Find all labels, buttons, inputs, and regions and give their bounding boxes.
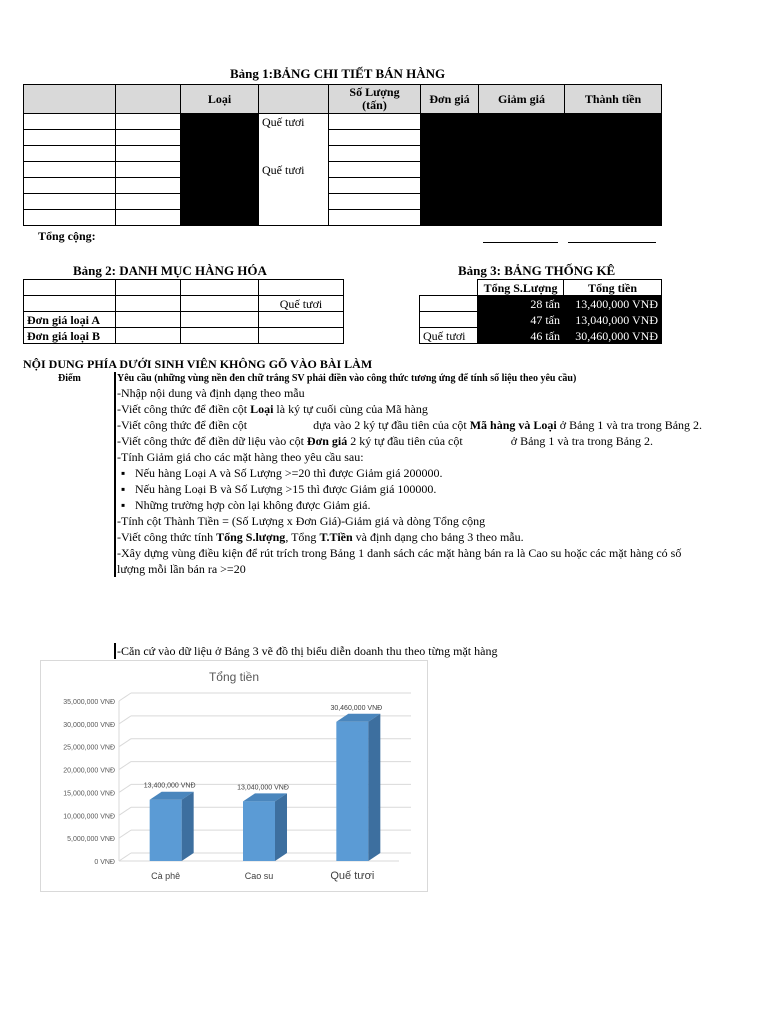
- total-line: [483, 242, 558, 243]
- cell[interactable]: [329, 114, 421, 130]
- table2-title: Bảng 2: DANH MỤC HÀNG HÓA: [73, 263, 267, 278]
- formula-cell[interactable]: [479, 210, 565, 226]
- formula-cell[interactable]: [479, 130, 565, 146]
- item-name-cell[interactable]: Quế tươi: [420, 328, 478, 344]
- cell[interactable]: [259, 130, 329, 146]
- cell[interactable]: [259, 280, 344, 296]
- cell[interactable]: [329, 146, 421, 162]
- formula-cell[interactable]: [181, 130, 259, 146]
- header-total-qty: Tổng S.Lượng: [478, 280, 564, 296]
- cell[interactable]: [24, 130, 116, 146]
- formula-cell[interactable]: [565, 210, 662, 226]
- cell[interactable]: [181, 296, 259, 312]
- cell[interactable]: [116, 296, 181, 312]
- formula-cell[interactable]: [181, 210, 259, 226]
- y-tick-label: 35,000,000 VNĐ: [63, 699, 115, 706]
- cell[interactable]: Quế tươi: [259, 296, 344, 312]
- amount-cell[interactable]: 13,400,000 VNĐ: [564, 296, 662, 312]
- table-row: [24, 328, 344, 344]
- data-label: 13,040,000 VNĐ: [237, 784, 289, 792]
- grid-depth-line: [119, 716, 131, 724]
- cell[interactable]: [329, 194, 421, 210]
- table-row: [24, 312, 344, 328]
- grid-depth-line: [119, 807, 131, 815]
- requirement-item: -Viết công thức tính Tổng S.lượng, Tổng T.Tiền và định dạng cho bảng 3 theo mẫu.: [117, 530, 524, 544]
- formula-cell[interactable]: [565, 194, 662, 210]
- requirements-heading: Yêu cầu (những vùng nền đen chữ trắng SV phải điền vào công thức tương ứng để tính số liệu theo yêu cầu): [117, 373, 577, 384]
- bar-side: [275, 793, 287, 861]
- cell[interactable]: [259, 146, 329, 162]
- category-label: Quế tươi: [330, 870, 375, 882]
- y-tick-label: 30,000,000 VNĐ: [63, 721, 115, 729]
- table-row: [420, 280, 662, 296]
- cell[interactable]: [24, 178, 116, 194]
- table1-header-cell: [24, 85, 116, 114]
- points-column-label: Điểm: [58, 373, 81, 384]
- formula-cell[interactable]: [479, 146, 565, 162]
- cell[interactable]: [329, 178, 421, 194]
- formula-cell[interactable]: [181, 178, 259, 194]
- header-total-amount: Tổng tiền: [564, 280, 662, 296]
- item-name-cell[interactable]: [420, 296, 478, 312]
- data-label: 30,460,000 VNĐ: [330, 704, 383, 712]
- cell[interactable]: [24, 162, 116, 178]
- grid-depth-line: [119, 830, 131, 838]
- formula-cell[interactable]: [181, 114, 259, 130]
- table-row: [24, 210, 662, 226]
- grid-depth-line: [119, 762, 131, 770]
- table-row: [420, 328, 662, 344]
- notice-heading: NỘI DUNG PHÍA DƯỚI SINH VIÊN KHÔNG GÕ VÀO BÀI LÀM: [23, 357, 373, 371]
- table-row: [24, 130, 662, 146]
- bar: [243, 801, 275, 861]
- cell[interactable]: [259, 210, 329, 226]
- table-row: [420, 312, 662, 328]
- requirement-item: -Nhập nội dung và định dạng theo mẫu: [117, 386, 305, 400]
- formula-cell[interactable]: [565, 178, 662, 194]
- chart-canvas: [41, 661, 427, 891]
- cell[interactable]: [116, 194, 181, 210]
- formula-cell[interactable]: [421, 130, 479, 146]
- table1-header-loai: Loại: [181, 85, 259, 114]
- cell[interactable]: [116, 210, 181, 226]
- formula-cell[interactable]: [421, 178, 479, 194]
- y-tick-label: 5,000,000 VNĐ: [67, 836, 115, 844]
- table-row: [24, 280, 344, 296]
- table1-header-don-gia: Đơn giá: [421, 85, 479, 114]
- formula-cell[interactable]: [421, 162, 479, 178]
- item-name-cell[interactable]: Quế tươi: [259, 162, 329, 178]
- grid-depth-line: [119, 853, 131, 861]
- formula-cell[interactable]: [479, 194, 565, 210]
- table1-header-thanh-tien: Thành tiền: [565, 85, 662, 114]
- cell[interactable]: [116, 312, 181, 328]
- formula-cell[interactable]: [181, 194, 259, 210]
- category-label: Cao su: [244, 871, 274, 881]
- qty-cell[interactable]: 47 tấn: [478, 312, 564, 328]
- formula-cell[interactable]: [421, 114, 479, 130]
- table-row: [24, 162, 662, 178]
- formula-cell[interactable]: [421, 146, 479, 162]
- table1-header-row: [24, 85, 662, 114]
- list-item: ▪ Nếu hàng Loại A và Số Lượng >=20 thì được Giảm giá 200000.: [117, 465, 757, 481]
- row-label: [24, 280, 116, 296]
- cell[interactable]: [329, 130, 421, 146]
- table-row: [420, 296, 662, 312]
- requirement-item: -Viết công thức để điền dữ liệu vào cột Đơn giá 2 ký tự đầu tiên của cột ở Bảng 1 và tra trong Bảng 2.: [117, 434, 654, 448]
- cell[interactable]: [116, 162, 181, 178]
- table-row: [24, 178, 662, 194]
- cell[interactable]: [116, 280, 181, 296]
- row-label: Đơn giá loại A: [24, 312, 116, 328]
- requirement-item: lượng mỗi lần bán ra >=20: [117, 562, 246, 576]
- grid-depth-line: [119, 739, 131, 747]
- statistics-table: [419, 279, 662, 344]
- formula-cell[interactable]: [181, 146, 259, 162]
- cell[interactable]: [116, 130, 181, 146]
- cell[interactable]: [116, 328, 181, 344]
- bar-side: [368, 714, 380, 861]
- bar: [150, 800, 182, 861]
- row-label: Đơn giá loại B: [24, 328, 116, 344]
- chart-title: Tổng tiền: [208, 670, 260, 684]
- formula-cell[interactable]: [181, 162, 259, 178]
- revenue-chart: [40, 660, 428, 892]
- amount-cell[interactable]: 13,040,000 VNĐ: [564, 312, 662, 328]
- amount-cell[interactable]: 30,460,000 VNĐ: [564, 328, 662, 344]
- y-tick-label: 10,000,000 VNĐ: [63, 813, 115, 821]
- requirement-item: -Tính Giảm giá cho các mặt hàng theo yêu cầu sau:: [117, 450, 364, 464]
- formula-cell[interactable]: [479, 114, 565, 130]
- requirement-item: -Tính cột Thành Tiền = (Số Lượng x Đơn Giá)-Giảm giá và dòng Tổng cộng: [117, 514, 486, 528]
- total-line: [568, 242, 656, 243]
- cell[interactable]: [116, 146, 181, 162]
- list-item: ▪ Nếu hàng Loại B và Số Lượng >15 thì được Giảm giá 100000.: [117, 481, 757, 497]
- item-name-cell[interactable]: [420, 312, 478, 328]
- data-label: 13,400,000 VNĐ: [143, 782, 196, 790]
- requirement-item: -Viết công thức để điền cột dựa vào 2 ký tự đầu tiên của cột Mã hàng và Loại ở Bảng 1 và tra trong Bảng 2.: [117, 418, 703, 432]
- total-label: Tổng cộng:: [38, 229, 96, 243]
- cell[interactable]: [329, 210, 421, 226]
- formula-cell[interactable]: [479, 178, 565, 194]
- cell[interactable]: [181, 280, 259, 296]
- cell[interactable]: [259, 194, 329, 210]
- cell[interactable]: [24, 210, 116, 226]
- cell[interactable]: [24, 194, 116, 210]
- table1-header-giam-gia: Giảm giá: [479, 85, 565, 114]
- formula-cell[interactable]: [565, 146, 662, 162]
- formula-cell[interactable]: [421, 194, 479, 210]
- formula-cell[interactable]: [565, 114, 662, 130]
- y-tick-label: 0 VNĐ: [94, 859, 115, 866]
- cell[interactable]: [116, 114, 181, 130]
- cell[interactable]: [259, 328, 344, 344]
- grid-depth-line: [119, 784, 131, 792]
- cell: [420, 280, 478, 296]
- list-item: ▪ Những trường hợp còn lại không được Giảm giá.: [117, 497, 757, 513]
- formula-cell[interactable]: [421, 210, 479, 226]
- table1-header-cell: [116, 85, 181, 114]
- y-tick-label: 20,000,000 VNĐ: [63, 767, 115, 775]
- table-row: [24, 146, 662, 162]
- table-row: [24, 114, 662, 130]
- qty-cell[interactable]: 46 tấn: [478, 328, 564, 344]
- cell[interactable]: [24, 146, 116, 162]
- requirements-list: [117, 372, 757, 577]
- sales-detail-table: [23, 84, 662, 226]
- category-label: Cà phê: [151, 871, 181, 881]
- formula-cell[interactable]: [565, 130, 662, 146]
- requirements-divider: [114, 372, 116, 577]
- requirements-divider: [114, 643, 116, 659]
- table1-title: Bảng 1:BẢNG CHI TIẾT BÁN HÀNG: [230, 66, 446, 81]
- table-row: [24, 296, 344, 312]
- grid-depth-line: [119, 693, 131, 701]
- formula-cell[interactable]: [565, 162, 662, 178]
- table1-header-so-luong: Số Lượng (tấn): [329, 85, 421, 114]
- cell[interactable]: [116, 178, 181, 194]
- table1-header-cell: [259, 85, 329, 114]
- cell[interactable]: [259, 178, 329, 194]
- table-row: [24, 194, 662, 210]
- bar-side: [182, 792, 194, 861]
- requirement-item: -Viết công thức để điền cột Loại là ký tự cuối cùng của Mã hàng: [117, 402, 428, 416]
- row-label: [24, 296, 116, 312]
- cell[interactable]: [181, 312, 259, 328]
- item-name-cell[interactable]: Quế tươi: [259, 114, 329, 130]
- cell[interactable]: [24, 114, 116, 130]
- cell[interactable]: [181, 328, 259, 344]
- requirement-item: -Xây dựng vùng điều kiện để rút trích trong Bảng 1 danh sách các mặt hàng bán ra là Cao su hoặc các mặt hàng có số: [117, 546, 682, 560]
- discount-rules: [117, 465, 757, 513]
- y-tick-label: 15,000,000 VNĐ: [63, 790, 115, 798]
- chart-requirement: -Căn cứ vào dữ liệu ở Bảng 3 vẽ đồ thị biểu diễn doanh thu theo từng mặt hàng: [117, 644, 498, 658]
- table3-title: Bảng 3: BẢNG THỐNG KÊ: [458, 263, 616, 278]
- qty-cell[interactable]: 28 tấn: [478, 296, 564, 312]
- product-catalog-table: [23, 279, 344, 344]
- y-tick-label: 25,000,000 VNĐ: [63, 744, 115, 752]
- formula-cell[interactable]: [479, 162, 565, 178]
- bar: [336, 722, 368, 861]
- cell[interactable]: [329, 162, 421, 178]
- cell[interactable]: [259, 312, 344, 328]
